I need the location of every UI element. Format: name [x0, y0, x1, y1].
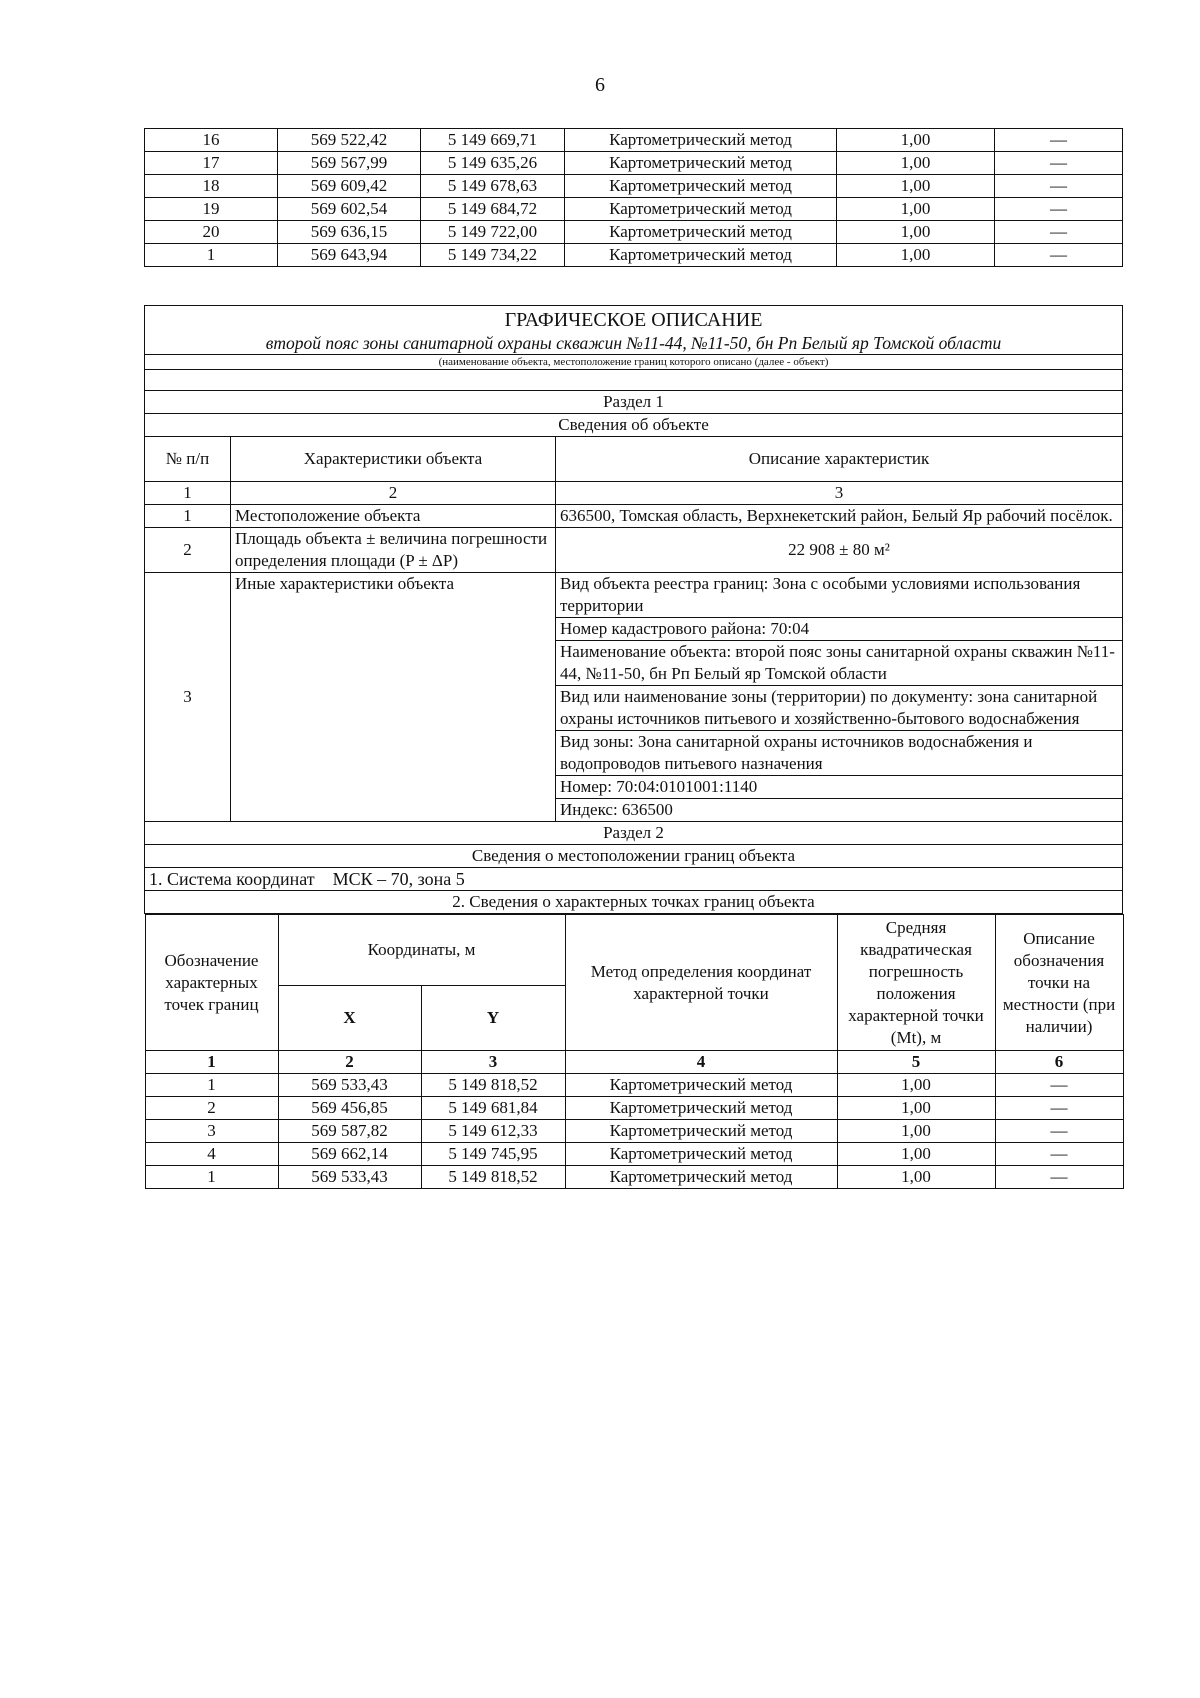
top-table-cell-n: 18: [145, 175, 278, 198]
section1-title-row: [145, 414, 1123, 437]
top-table-cell-method: Картометрический метод: [565, 129, 837, 152]
points-table-cell-mt: 1,00: [837, 1120, 995, 1143]
row1-num: 1: [145, 505, 231, 528]
section2-title: Сведения о местоположении границ объекта: [145, 845, 1123, 868]
top-table-cell-y: 5 149 669,71: [421, 129, 565, 152]
points-table-cell-desc: —: [995, 1120, 1123, 1143]
top-table-cell-mt: 1,00: [837, 175, 995, 198]
row3-value-2: Наименование объекта: второй пояс зоны санитарной охраны скважин №11-44, №11-50, бн Рп Белый яр Томской области: [556, 641, 1123, 686]
error-header: Средняя квадратическая погрешность положения характерной точки (Mt), м: [837, 915, 995, 1051]
pidx-1: 1: [145, 1051, 278, 1074]
row3-value-0: Вид объекта реестра границ: Зона с особыми условиями использования территории: [556, 573, 1123, 618]
points-table-cell-mt: 1,00: [837, 1143, 995, 1166]
points-title-row: [145, 891, 1123, 914]
points-table-cell-n: 1: [145, 1074, 278, 1097]
top-table-row: [145, 129, 1123, 152]
top-table-cell-mt: 1,00: [837, 198, 995, 221]
section2-label-row: [145, 822, 1123, 845]
section2-label: Раздел 2: [145, 822, 1123, 845]
points-table-row: [145, 1143, 1123, 1166]
top-table-cell-x: 569 643,94: [278, 244, 421, 267]
top-table-cell-n: 1: [145, 244, 278, 267]
points-table-cell-x: 569 587,82: [278, 1120, 421, 1143]
index-2: 2: [231, 482, 556, 505]
points-table-cell-x: 569 456,85: [278, 1097, 421, 1120]
row2-num: 2: [145, 528, 231, 573]
top-table-cell-mt: 1,00: [837, 221, 995, 244]
top-table-cell-desc: —: [995, 152, 1123, 175]
points-table-cell-method: Картометрический метод: [565, 1120, 837, 1143]
document-subtitle: второй пояс зоны санитарной охраны скважин №11-44, №11-50, бн Рп Белый яр Томской области: [265, 333, 1002, 353]
top-table-cell-method: Картометрический метод: [565, 244, 837, 267]
header-cell: [145, 306, 1123, 370]
desc-header: Описание обозначения точки на местности (при наличии): [995, 915, 1123, 1051]
top-table-cell-mt: 1,00: [837, 152, 995, 175]
method-header: Метод определения координат характерной точки: [565, 915, 837, 1051]
top-table-cell-x: 569 567,99: [278, 152, 421, 175]
points-table-cell-mt: 1,00: [837, 1166, 995, 1189]
document-title: ГРАФИЧЕСКОЕ ОПИСАНИЕ: [504, 309, 763, 331]
top-table-cell-mt: 1,00: [837, 244, 995, 267]
points-table-cell-x: 569 533,43: [278, 1074, 421, 1097]
section1-title: Сведения об объекте: [145, 414, 1123, 437]
spacer-row: [145, 370, 1123, 391]
top-table-cell-n: 17: [145, 152, 278, 175]
points-table-cell-n: 3: [145, 1120, 278, 1143]
top-table-cell-desc: —: [995, 198, 1123, 221]
top-table-cell-method: Картометрический метод: [565, 221, 837, 244]
points-head-row-1: [145, 915, 1123, 986]
top-table-cell-x: 569 522,42: [278, 129, 421, 152]
top-table-cell-desc: —: [995, 221, 1123, 244]
pidx-6: 6: [995, 1051, 1123, 1074]
points-table-cell-y: 5 149 681,84: [421, 1097, 565, 1120]
top-table-row: [145, 221, 1123, 244]
points-table-cell-desc: —: [995, 1143, 1123, 1166]
top-table-cell-y: 5 149 678,63: [421, 175, 565, 198]
coords-header: Координаты, м: [278, 915, 565, 986]
points-table-cell-method: Картометрический метод: [565, 1074, 837, 1097]
top-table-cell-n: 19: [145, 198, 278, 221]
points-title: 2. Сведения о характерных точках границ объекта: [145, 891, 1123, 914]
col-num-header: № п/п: [145, 437, 231, 482]
points-table-row: [145, 1074, 1123, 1097]
points-table-row: [145, 1097, 1123, 1120]
col-char-header: Характеристики объекта: [231, 437, 556, 482]
header-row: [145, 306, 1123, 370]
points-table-cell: [145, 914, 1123, 1190]
top-table-row: [145, 175, 1123, 198]
top-table-cell-y: 5 149 734,22: [421, 244, 565, 267]
top-table-cell-y: 5 149 722,00: [421, 221, 565, 244]
points-table-row: [145, 1166, 1123, 1189]
row3-value-5: Номер: 70:04:0101001:1140: [556, 776, 1123, 799]
top-table-row: [145, 198, 1123, 221]
section1-index-row: [145, 482, 1123, 505]
top-table-body: [145, 129, 1123, 267]
y-header: Y: [421, 986, 565, 1051]
row3-value-4: Вид зоны: Зона санитарной охраны источников водоснабжения и водопроводов питьевого назначения: [556, 731, 1123, 776]
x-header: X: [278, 986, 421, 1051]
top-table-cell-method: Картометрический метод: [565, 152, 837, 175]
section2-title-row: [145, 845, 1123, 868]
points-table-cell-y: 5 149 612,33: [421, 1120, 565, 1143]
top-table-cell-x: 569 636,15: [278, 221, 421, 244]
top-table-cell-desc: —: [995, 244, 1123, 267]
top-table-cell-y: 5 149 635,26: [421, 152, 565, 175]
col-desc-header: Описание характеристик: [556, 437, 1123, 482]
section1-row-2: [145, 528, 1123, 573]
points-table-cell-desc: —: [995, 1097, 1123, 1120]
points-table-cell-desc: —: [995, 1074, 1123, 1097]
row3-value-1: Номер кадастрового района: 70:04: [556, 618, 1123, 641]
coord-system: 1. Система координат МСК – 70, зона 5: [145, 868, 1123, 891]
points-table-cell-x: 569 533,43: [278, 1166, 421, 1189]
pidx-3: 3: [421, 1051, 565, 1074]
top-table-cell-method: Картометрический метод: [565, 198, 837, 221]
points-table-row: [145, 1120, 1123, 1143]
section1-row-3a: [145, 573, 1123, 618]
points-table-cell-desc: —: [995, 1166, 1123, 1189]
top-table-cell-mt: 1,00: [837, 129, 995, 152]
row1-value: 636500, Томская область, Верхнекетский район, Белый Яр рабочий посёлок.: [556, 505, 1123, 528]
document-note: (наименование объекта, местоположение границ которого описано (далее - объект): [145, 354, 1122, 369]
spacer-cell: [145, 370, 1123, 391]
row3-value-3: Вид или наименование зоны (территории) по документу: зона санитарной охраны источников питьевого и хозяйственно-бытового водоснабжения: [556, 686, 1123, 731]
points-table-cell-y: 5 149 818,52: [421, 1166, 565, 1189]
row3-value-6: Индекс: 636500: [556, 799, 1123, 822]
points-table-cell-x: 569 662,14: [278, 1143, 421, 1166]
index-1: 1: [145, 482, 231, 505]
top-table-cell-n: 16: [145, 129, 278, 152]
top-table-cell-x: 569 602,54: [278, 198, 421, 221]
points-table-cell-y: 5 149 745,95: [421, 1143, 565, 1166]
designation-header: Обозначение характерных точек границ: [145, 915, 278, 1051]
top-table-cell-desc: —: [995, 175, 1123, 198]
section1-row-1: [145, 505, 1123, 528]
index-3: 3: [556, 482, 1123, 505]
graphic-description-table: [144, 305, 1123, 1189]
pidx-5: 5: [837, 1051, 995, 1074]
row1-name: Местоположение объекта: [231, 505, 556, 528]
page-number: 6: [595, 74, 605, 96]
points-table-cell-mt: 1,00: [837, 1074, 995, 1097]
points-index-row: [145, 1051, 1123, 1074]
row3-name: Иные характеристики объекта: [231, 573, 556, 822]
top-table-row: [145, 152, 1123, 175]
points-table-cell-method: Картометрический метод: [565, 1166, 837, 1189]
top-table-cell-x: 569 609,42: [278, 175, 421, 198]
section1-head-row: [145, 437, 1123, 482]
coord-system-row: [145, 868, 1123, 891]
pidx-4: 4: [565, 1051, 837, 1074]
top-table-row: [145, 244, 1123, 267]
top-table-cell-desc: —: [995, 129, 1123, 152]
points-table-cell-n: 2: [145, 1097, 278, 1120]
points-table-cell-y: 5 149 818,52: [421, 1074, 565, 1097]
points-table-cell-method: Картометрический метод: [565, 1097, 837, 1120]
points-table-cell-method: Картометрический метод: [565, 1143, 837, 1166]
points-table-cell-mt: 1,00: [837, 1097, 995, 1120]
coordinates-continuation-table: [144, 128, 1123, 267]
row3-num: 3: [145, 573, 231, 822]
top-table-cell-n: 20: [145, 221, 278, 244]
top-table-cell-y: 5 149 684,72: [421, 198, 565, 221]
points-table-cell-n: 1: [145, 1166, 278, 1189]
row2-value: 22 908 ± 80 м²: [556, 528, 1123, 573]
points-table-row: [145, 914, 1123, 1190]
section1-label-row: [145, 391, 1123, 414]
section1-label: Раздел 1: [145, 391, 1123, 414]
top-table-cell-method: Картометрический метод: [565, 175, 837, 198]
points-table-body: [145, 915, 1123, 1189]
boundary-points-table: [145, 914, 1124, 1189]
points-table-cell-n: 4: [145, 1143, 278, 1166]
row2-name: Площадь объекта ± величина погрешности определения площади (P ± ΔP): [231, 528, 556, 573]
pidx-2: 2: [278, 1051, 421, 1074]
